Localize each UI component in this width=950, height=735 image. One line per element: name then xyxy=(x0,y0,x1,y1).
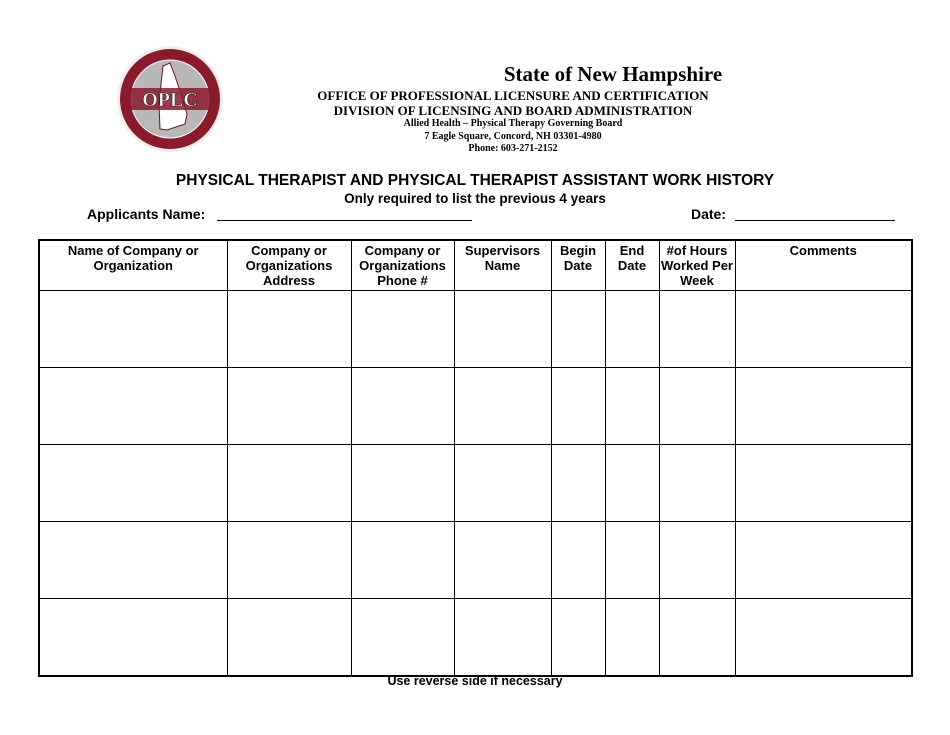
table-row xyxy=(39,368,912,445)
date-label: Date: xyxy=(691,206,727,222)
cell-company[interactable] xyxy=(39,599,227,677)
work-history-table xyxy=(38,239,913,677)
svg-text:OPLC: OPLC xyxy=(142,89,198,111)
cell-address[interactable] xyxy=(227,445,351,522)
cell-begin-date[interactable] xyxy=(551,445,605,522)
cell-address[interactable] xyxy=(227,599,351,677)
cell-end-date[interactable] xyxy=(605,599,659,677)
office-name: OFFICE OF PROFESSIONAL LICENSURE AND CERTIFICATION xyxy=(317,88,709,103)
header-row xyxy=(39,240,912,291)
applicant-name-label: Applicants Name: xyxy=(87,206,206,222)
table-row xyxy=(39,291,912,368)
col-header-address: Company or Organizations Address xyxy=(227,240,351,291)
cell-comments[interactable] xyxy=(735,599,912,677)
cell-hours[interactable] xyxy=(659,368,735,445)
applicant-name-field[interactable] xyxy=(217,206,472,221)
cell-company[interactable] xyxy=(39,368,227,445)
col-header-end-date: End Date xyxy=(605,240,659,291)
cell-comments[interactable] xyxy=(735,368,912,445)
cell-company[interactable] xyxy=(39,291,227,368)
oplc-logo xyxy=(115,44,225,154)
cell-comments[interactable] xyxy=(735,522,912,599)
cell-phone[interactable] xyxy=(351,291,454,368)
cell-begin-date[interactable] xyxy=(551,368,605,445)
footer-note: Use reverse side if necessary xyxy=(387,674,563,688)
cell-comments[interactable] xyxy=(735,291,912,368)
cell-phone[interactable] xyxy=(351,445,454,522)
col-header-hours: #of Hours Worked Per Week xyxy=(659,240,735,291)
table-row xyxy=(39,445,912,522)
phone: Phone: 603-271-2152 xyxy=(468,143,558,154)
table-row xyxy=(39,522,912,599)
cell-end-date[interactable] xyxy=(605,291,659,368)
cell-comments[interactable] xyxy=(735,445,912,522)
cell-phone[interactable] xyxy=(351,599,454,677)
cell-hours[interactable] xyxy=(659,445,735,522)
col-header-begin-date: Begin Date xyxy=(551,240,605,291)
date-field[interactable] xyxy=(735,206,895,221)
cell-company[interactable] xyxy=(39,522,227,599)
cell-supervisor[interactable] xyxy=(454,368,551,445)
col-header-company: Name of Company or Organization xyxy=(39,240,227,291)
form-subtitle: Only required to list the previous 4 years xyxy=(344,191,606,206)
address: 7 Eagle Square, Concord, NH 03301-4980 xyxy=(424,131,602,142)
division-name: DIVISION OF LICENSING AND BOARD ADMINISTRATION xyxy=(333,103,693,118)
cell-hours[interactable] xyxy=(659,291,735,368)
cell-phone[interactable] xyxy=(351,368,454,445)
col-header-comments: Comments xyxy=(735,240,912,291)
cell-begin-date[interactable] xyxy=(551,291,605,368)
cell-begin-date[interactable] xyxy=(551,522,605,599)
col-header-supervisor: Supervisors Name xyxy=(454,240,551,291)
cell-supervisor[interactable] xyxy=(454,291,551,368)
cell-address[interactable] xyxy=(227,291,351,368)
table-row xyxy=(39,599,912,677)
cell-company[interactable] xyxy=(39,445,227,522)
cell-supervisor[interactable] xyxy=(454,599,551,677)
cell-begin-date[interactable] xyxy=(551,599,605,677)
cell-end-date[interactable] xyxy=(605,522,659,599)
cell-end-date[interactable] xyxy=(605,445,659,522)
cell-phone[interactable] xyxy=(351,522,454,599)
cell-address[interactable] xyxy=(227,368,351,445)
form-title: PHYSICAL THERAPIST AND PHYSICAL THERAPIST ASSISTANT WORK HISTORY xyxy=(175,172,775,189)
cell-supervisor[interactable] xyxy=(454,445,551,522)
cell-address[interactable] xyxy=(227,522,351,599)
col-header-phone: Company or Organizations Phone # xyxy=(351,240,454,291)
cell-hours[interactable] xyxy=(659,599,735,677)
cell-end-date[interactable] xyxy=(605,368,659,445)
cell-supervisor[interactable] xyxy=(454,522,551,599)
state-title: State of New Hampshire xyxy=(503,62,723,86)
cell-hours[interactable] xyxy=(659,522,735,599)
board-name: Allied Health – Physical Therapy Governing Board xyxy=(403,118,623,129)
